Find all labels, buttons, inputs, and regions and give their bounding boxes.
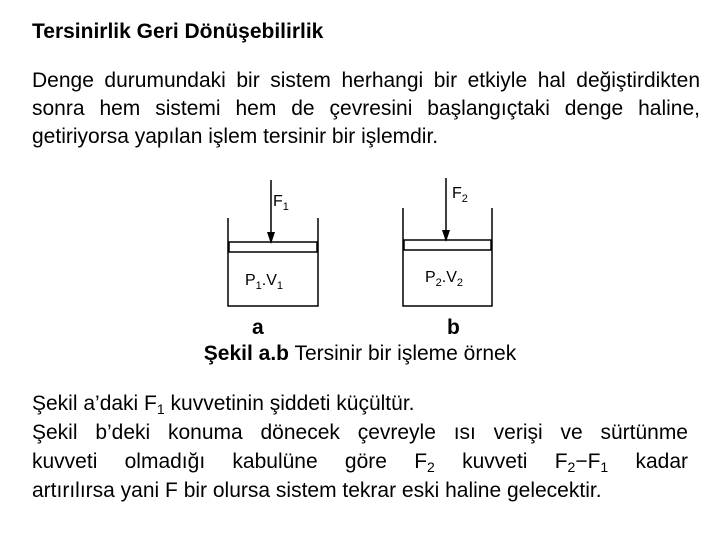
figure-letter-b: b bbox=[447, 316, 460, 339]
explanation-line-4: artırılırsa yani F bir olursa sistem tekrar eski haline gelecektir. bbox=[32, 479, 602, 502]
state-label-b: $P_2.V_2$ bbox=[425, 269, 464, 289]
figure-caption bbox=[0, 342, 720, 366]
state-label-a: $P_1.V_1$ bbox=[245, 272, 284, 292]
explanation-line-3: kuvveti olmadığı kabulüne göre $F_2$ kuvveti $F_2-F_1$ kadar bbox=[32, 450, 689, 475]
container-a bbox=[228, 180, 318, 306]
figure-letter-a: a bbox=[252, 316, 264, 339]
page-title: Tersinirlik Geri Dönüşebilirlik bbox=[32, 20, 324, 43]
explanation-line-1: Şekil a’daki $F_1$ kuvvetinin şiddeti küçültür. bbox=[32, 392, 415, 417]
intro-paragraph: Denge durumundaki bir sistem herhangi bir etkiyle hal değiştirdikten sonra hem sistemi hem de çevresini başlangıçtaki denge haline, getiriyorsa yapılan işlem tersinir bir işlemdir. bbox=[32, 69, 700, 148]
container-b bbox=[403, 178, 492, 306]
piston-b bbox=[404, 240, 491, 250]
explanation-text bbox=[32, 389, 688, 505]
caption-label: Şekil a.b bbox=[203, 342, 290, 365]
explanation-line-2: Şekil b’deki konuma dönecek çevreyle ısı verişi ve sürtünme bbox=[32, 421, 688, 444]
force-label-b: $F_2$ bbox=[452, 185, 468, 205]
caption-text: Tersinir bir işleme örnek bbox=[289, 342, 517, 365]
force-label-a: $F_1$ bbox=[273, 193, 289, 213]
piston-a bbox=[229, 242, 317, 252]
